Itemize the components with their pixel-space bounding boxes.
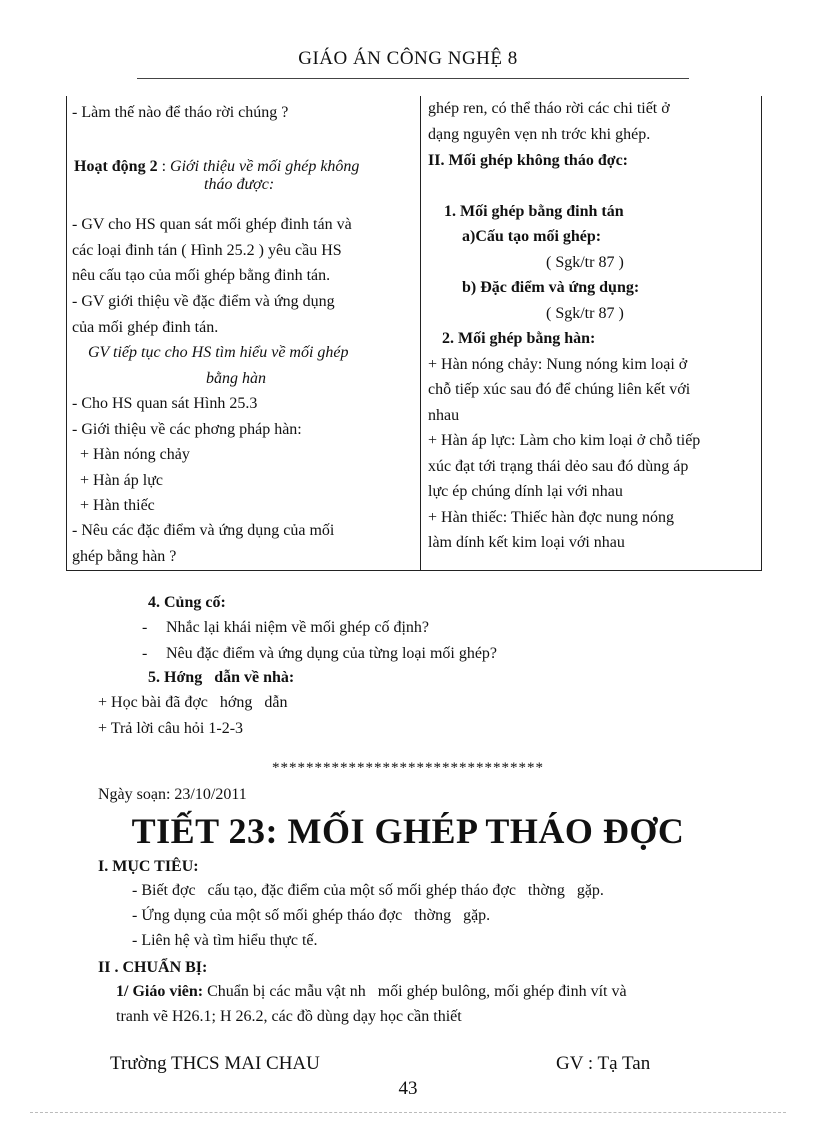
right-line: chỗ tiếp xúc sau đó để chúng liên kết với — [428, 381, 691, 398]
consolidation-dash: - — [142, 645, 148, 662]
teacher-prep-text: Chuẩn bị các mẫu vật nh mối ghép bulông, mối ghép đinh vít và — [203, 983, 627, 1000]
consolidation-dash: - — [142, 619, 148, 636]
homework-heading: 5. Hớng dẫn về nhà: — [148, 669, 295, 686]
subsection-2-heading: 2. Mối ghép bằng hàn: — [442, 330, 596, 347]
left-question: - Làm thế nào để tháo rời chúng ? — [72, 104, 289, 121]
header-rule — [137, 78, 689, 79]
activity-title: Giới thiệu về mối ghép không — [170, 158, 360, 175]
footer-school: Trường THCS MAI CHAU — [110, 1053, 320, 1074]
objective-item: - Ứng dụng của một số mối ghép tháo đợc thờng gặp. — [132, 907, 491, 924]
right-line: xúc đạt tới trạng thái dẻo sau đó dùng áp — [428, 458, 689, 475]
footer-rule — [30, 1112, 786, 1113]
right-line: làm dính kết kim loại với nhau — [428, 534, 625, 551]
left-line: - Cho HS quan sát Hình 25.3 — [72, 395, 258, 412]
homework-item: + Học bài đã đợc hớng dẫn — [98, 694, 288, 711]
left-line: nêu cấu tạo của mối ghép bằng đinh tán. — [72, 267, 331, 284]
subsection-1a-heading: a)Cấu tạo mối ghép: — [462, 228, 602, 245]
left-line: - Giới thiệu về các phơng pháp hàn: — [72, 421, 302, 438]
reference-2: ( Sgk/tr 87 ) — [546, 305, 624, 322]
left-line: các loại đinh tán ( Hình 25.2 ) yêu cầu HS — [72, 242, 342, 259]
right-line: + Hàn thiếc: Thiếc hàn đợc nung nóng — [428, 509, 675, 526]
left-line: - GV cho HS quan sát mối ghép đinh tán và — [72, 216, 352, 233]
section-ii-heading: II. Mối ghép không tháo đợc: — [428, 152, 629, 169]
page-header-title: GIÁO ÁN CÔNG NGHỆ 8 — [298, 48, 518, 69]
right-line: dạng nguyên vẹn nh trớc khi ghép. — [428, 126, 651, 143]
teacher-label: 1/ Giáo viên: — [116, 983, 204, 1000]
right-line: nhau — [428, 407, 460, 424]
right-line: ghép ren, có thể tháo rời các chi tiết ở — [428, 100, 670, 117]
table-column-divider — [420, 96, 421, 570]
objectives-heading: I. MỤC TIÊU: — [98, 858, 199, 875]
page-number: 43 — [398, 1078, 418, 1099]
left-line: - GV giới thiệu về đặc điểm và ứng dụng — [72, 293, 335, 310]
objective-item: - Liên hệ và tìm hiểu thực tế. — [132, 932, 318, 949]
footer-teacher: GV : Tạ Tan — [556, 1053, 651, 1074]
left-line: + Hàn nóng chảy — [72, 446, 190, 463]
preparation-heading: II . CHUẨN BỊ: — [98, 959, 208, 976]
right-line: lực ép chúng dính lại với nhau — [428, 483, 623, 500]
consolidation-item: Nêu đặc điểm và ứng dụng của từng loại mối ghép? — [166, 645, 498, 662]
activity-sep: : — [157, 158, 167, 175]
objective-item: - Biết đợc cấu tạo, đặc điểm của một số mối ghép tháo đợc thờng gặp. — [132, 882, 604, 899]
consolidation-heading: 4. Củng cố: — [148, 594, 226, 611]
teacher-preparation — [116, 983, 627, 1001]
right-line: + Hàn áp lực: Làm cho kim loại ở chỗ tiếp — [428, 432, 701, 449]
reference-1: ( Sgk/tr 87 ) — [546, 254, 624, 271]
preparation-date: Ngày soạn: 23/10/2011 — [98, 786, 247, 803]
left-note: GV tiếp tục cho HS tìm hiểu về mối ghép — [88, 344, 349, 361]
activity-label: Hoạt động 2 — [74, 158, 158, 175]
left-line: - Nêu các đặc điểm và ứng dụng của mối — [72, 522, 335, 539]
left-note-cont: bằng hàn — [206, 370, 266, 387]
left-line: + Hàn áp lực — [72, 472, 163, 489]
left-line: ghép bằng hàn ? — [72, 548, 177, 565]
left-line: của mối ghép đinh tán. — [72, 319, 219, 336]
star-separator: ******************************** — [272, 760, 544, 776]
right-line: + Hàn nóng chảy: Nung nóng kim loại ở — [428, 356, 688, 373]
consolidation-item: Nhắc lại khái niệm về mối ghép cố định? — [166, 619, 430, 636]
left-line: + Hàn thiếc — [72, 497, 155, 514]
subsection-1b-heading: b) Đặc điểm và ứng dụng: — [462, 279, 640, 296]
activity-heading — [74, 158, 359, 176]
homework-item: + Trả lời câu hỏi 1-2-3 — [98, 720, 244, 737]
teacher-prep-text-cont: tranh vẽ H26.1; H 26.2, các đồ dùng dạy học cần thiết — [116, 1008, 462, 1025]
lesson-title: TIẾT 23: MỐI GHÉP THÁO ĐỢC — [131, 811, 685, 851]
activity-title-cont: tháo được: — [204, 176, 275, 193]
subsection-1-heading: 1. Mối ghép bằng đinh tán — [444, 203, 624, 220]
